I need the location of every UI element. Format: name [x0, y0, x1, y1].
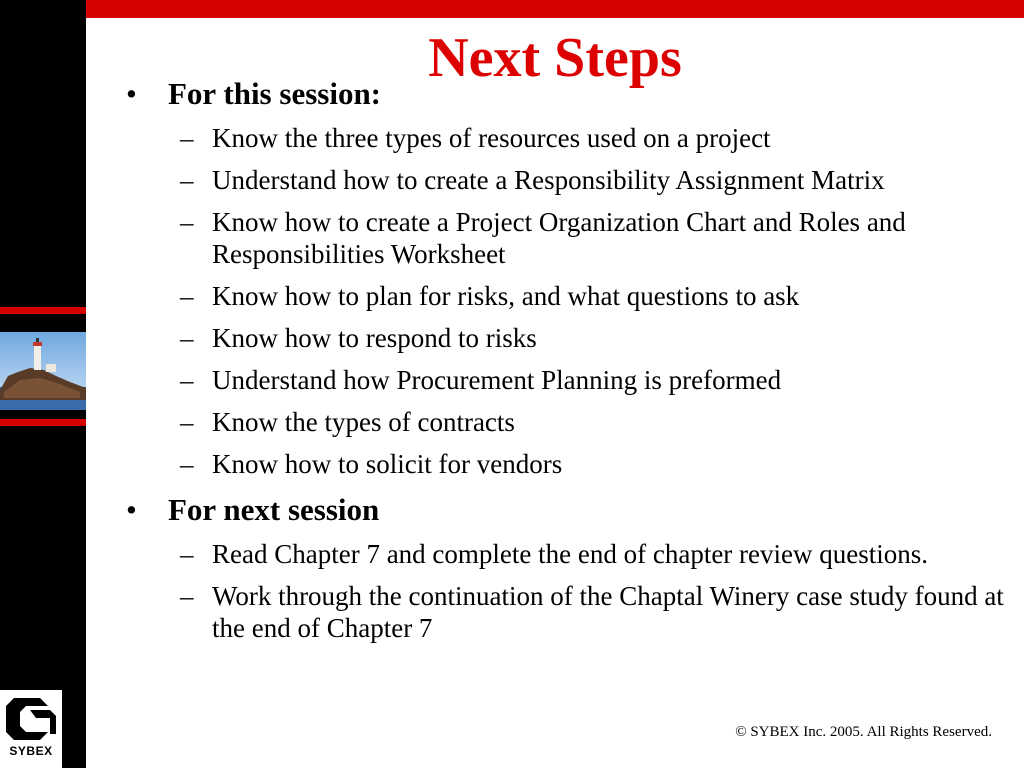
dash-icon: – — [180, 407, 194, 437]
list-item-text: Know the three types of resources used on a project — [212, 123, 771, 153]
bullet-icon: • — [126, 492, 137, 527]
section-heading-text: For next session — [168, 492, 380, 527]
sidebar-red-stripe-top — [0, 307, 86, 314]
dash-icon: – — [180, 165, 194, 195]
dash-icon: – — [180, 449, 194, 479]
section-heading-this-session — [126, 76, 1006, 112]
bullet-icon: • — [126, 76, 137, 111]
list-item-text: Understand how Procurement Planning is preformed — [212, 365, 782, 395]
list-item — [126, 448, 1006, 480]
section-heading-text: For this session: — [168, 76, 382, 111]
lighthouse-image — [0, 332, 86, 410]
list-item-text: Know how to solicit for vendors — [212, 449, 563, 479]
list-item — [126, 364, 1006, 396]
slide-content — [126, 76, 1006, 644]
dash-icon: – — [180, 365, 194, 395]
list-item — [126, 580, 1006, 644]
list-item — [126, 538, 1006, 570]
list-item-text: Know the types of contracts — [212, 407, 515, 437]
sidebar-red-stripe-bottom — [0, 419, 86, 426]
list-item — [126, 164, 1006, 196]
slide-title: Next Steps — [428, 27, 682, 89]
sybex-logo — [0, 690, 62, 768]
list-item — [126, 280, 1006, 312]
copyright-notice: © SYBEX Inc. 2005. All Rights Reserved. — [735, 724, 992, 740]
list-item-text: Know how to create a Project Organization Chart and Roles and Responsibilities Worksheet — [212, 207, 906, 269]
dash-icon: – — [180, 123, 194, 153]
list-item — [126, 206, 1006, 270]
top-red-bar — [0, 0, 1024, 18]
list-item — [126, 122, 1006, 154]
dash-icon: – — [180, 581, 194, 611]
lighthouse-photo — [0, 332, 86, 410]
sybex-logo-text: SYBEX — [9, 744, 53, 758]
dash-icon: – — [180, 207, 194, 237]
list-item-text: Know how to plan for risks, and what questions to ask — [212, 281, 800, 311]
list-item-text: Work through the continuation of the Chaptal Winery case study found at the end of Chapter 7 — [212, 581, 1004, 643]
list-item — [126, 322, 1006, 354]
list-item-text: Read Chapter 7 and complete the end of chapter review questions. — [212, 539, 929, 569]
list-item-text: Know how to respond to risks — [212, 323, 537, 353]
dash-icon: – — [180, 281, 194, 311]
list-item — [126, 406, 1006, 438]
sybex-logo-icon — [0, 690, 62, 742]
list-item-text: Understand how to create a Responsibility Assignment Matrix — [212, 165, 885, 195]
dash-icon: – — [180, 323, 194, 353]
section-gap — [126, 480, 1006, 492]
dash-icon: – — [180, 539, 194, 569]
section-heading-next-session — [126, 492, 1006, 528]
